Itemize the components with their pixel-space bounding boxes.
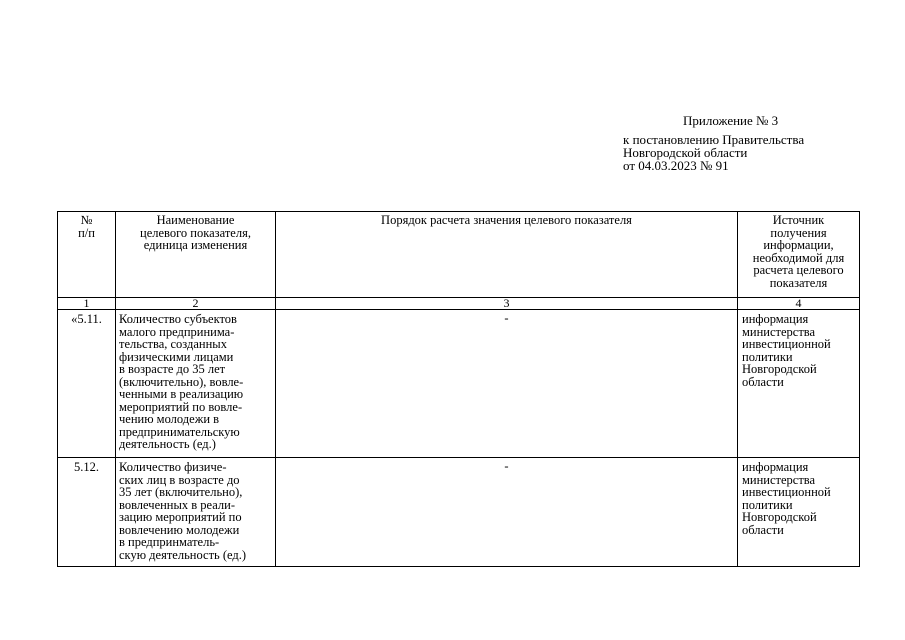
row-num-cell: 5.12. <box>58 458 116 567</box>
appendix-date-line: от 04.03.2023 № 91 <box>623 158 729 173</box>
header-source: Источник получения информации, необходимой для расчета целевого показателя <box>738 212 860 298</box>
column-number: 1 <box>58 298 116 310</box>
header-order: Порядок расчета значения целевого показателя <box>276 212 738 298</box>
column-number: 2 <box>116 298 276 310</box>
row-source-cell: информация министерства инвестиционной политики Новгородской области <box>738 310 860 458</box>
row-order-cell: - <box>276 310 738 458</box>
table-row <box>58 310 860 458</box>
row-num-cell: «5.11. <box>58 310 116 458</box>
indicators-table <box>57 211 860 567</box>
column-numbers-row <box>58 298 860 310</box>
row-order-cell: - <box>276 458 738 567</box>
table-row <box>58 458 860 567</box>
row-name-cell: Количество физиче- ских лиц в возрасте до 35 лет (включительно), вовлеченных в реали- зацию мероприятий по вовлечению молодежи в предпринматель- скую деятельность (ед.) <box>116 458 276 567</box>
column-number: 4 <box>738 298 860 310</box>
row-name-cell: Количество субъектов малого предпринима- тельства, созданных физическими лицами в возрасте до 35 лет (включительно), вовле- ченными в реализацию мероприятий по вовле- чению молодежи в предпринимательскую деятельность (ед.) <box>116 310 276 458</box>
appendix-resolution-line: к постановлению Правительства <box>623 132 805 147</box>
header-name: Наименование целевого показателя, единица изменения <box>116 212 276 298</box>
row-source-cell: информация министерства инвестиционной политики Новгородской области <box>738 458 860 567</box>
column-number: 3 <box>276 298 738 310</box>
appendix-region-line: Новгородской области <box>623 145 748 160</box>
header-num: № п/п <box>58 212 116 298</box>
table-header-row <box>58 212 860 298</box>
appendix-header <box>0 0 905 200</box>
appendix-title: Приложение № 3 <box>683 113 779 128</box>
